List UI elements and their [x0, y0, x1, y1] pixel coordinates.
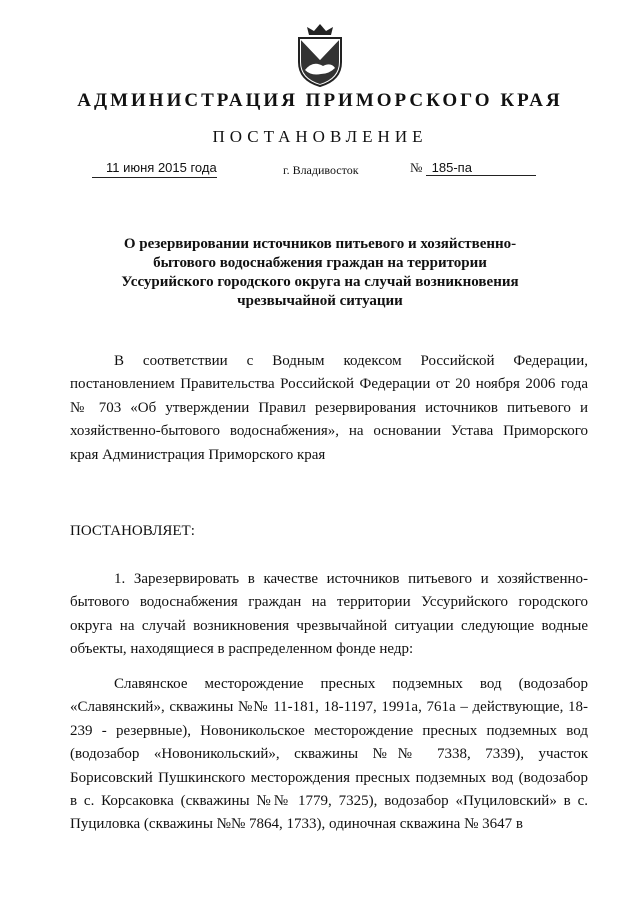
- document-city: г. Владивосток: [283, 163, 359, 177]
- organization-name: АДМИНИСТРАЦИЯ ПРИМОРСКОГО КРАЯ: [77, 90, 563, 111]
- document-title: О резервировании источников питьевого и хозяйственно-бытового водоснабжения граждан на территории Уссурийского городского округа на случай возникновения чрезвычайной ситуации: [121, 236, 519, 309]
- document-type: ПОСТАНОВЛЕНИЕ: [212, 127, 428, 146]
- emblem: [293, 22, 347, 88]
- document-number: 185-па: [426, 160, 536, 176]
- intro-paragraph: В соответствии с Водным кодексом Российской Федерации, постановлением Правительства Российской Федерации от 20 ноября 2006 года № 703 «Об утверждении Правил резервирования источников питьевого и хозяйственно-бытового водоснабжения», на основании Устава Приморского края Администрация Приморского края: [70, 353, 588, 463]
- number-sign: №: [410, 160, 423, 175]
- document-number-field: [410, 160, 536, 176]
- decree-heading: ПОСТАНОВЛЯЕТ:: [70, 523, 195, 539]
- item-1-detail-paragraph: Славянское месторождение пресных подземных вод (водозабор «Славянский», скважины №№ 11-181, 18-1197, 1991а, 761а – действующие, 18-239 - резервные), Новоникольское месторождение пресных подземных вод (водозабор «Новоникольский», скважины №№ 7338, 7339), участок Борисовский Пушкинского месторождения пресных подземных вод (водозабор в с. Корсаковка (скважины №№ 1779, 7325), водозабор «Пуциловский» в с. Пуциловка (скважины №№ 7864, 1733), одиночная скважина № 3647 в: [70, 676, 588, 833]
- item-1-paragraph: 1. Зарезервировать в качестве источников питьевого и хозяйственно-бытового водоснабжения граждан на территории Уссурийского городского округа на случай возникновения чрезвычайной ситуации следующие водные объекты, находящиеся в распределенном фонде недр:: [70, 571, 588, 658]
- coat-of-arms-icon: [293, 22, 347, 88]
- document-date: 11 июня 2015 года: [92, 160, 217, 178]
